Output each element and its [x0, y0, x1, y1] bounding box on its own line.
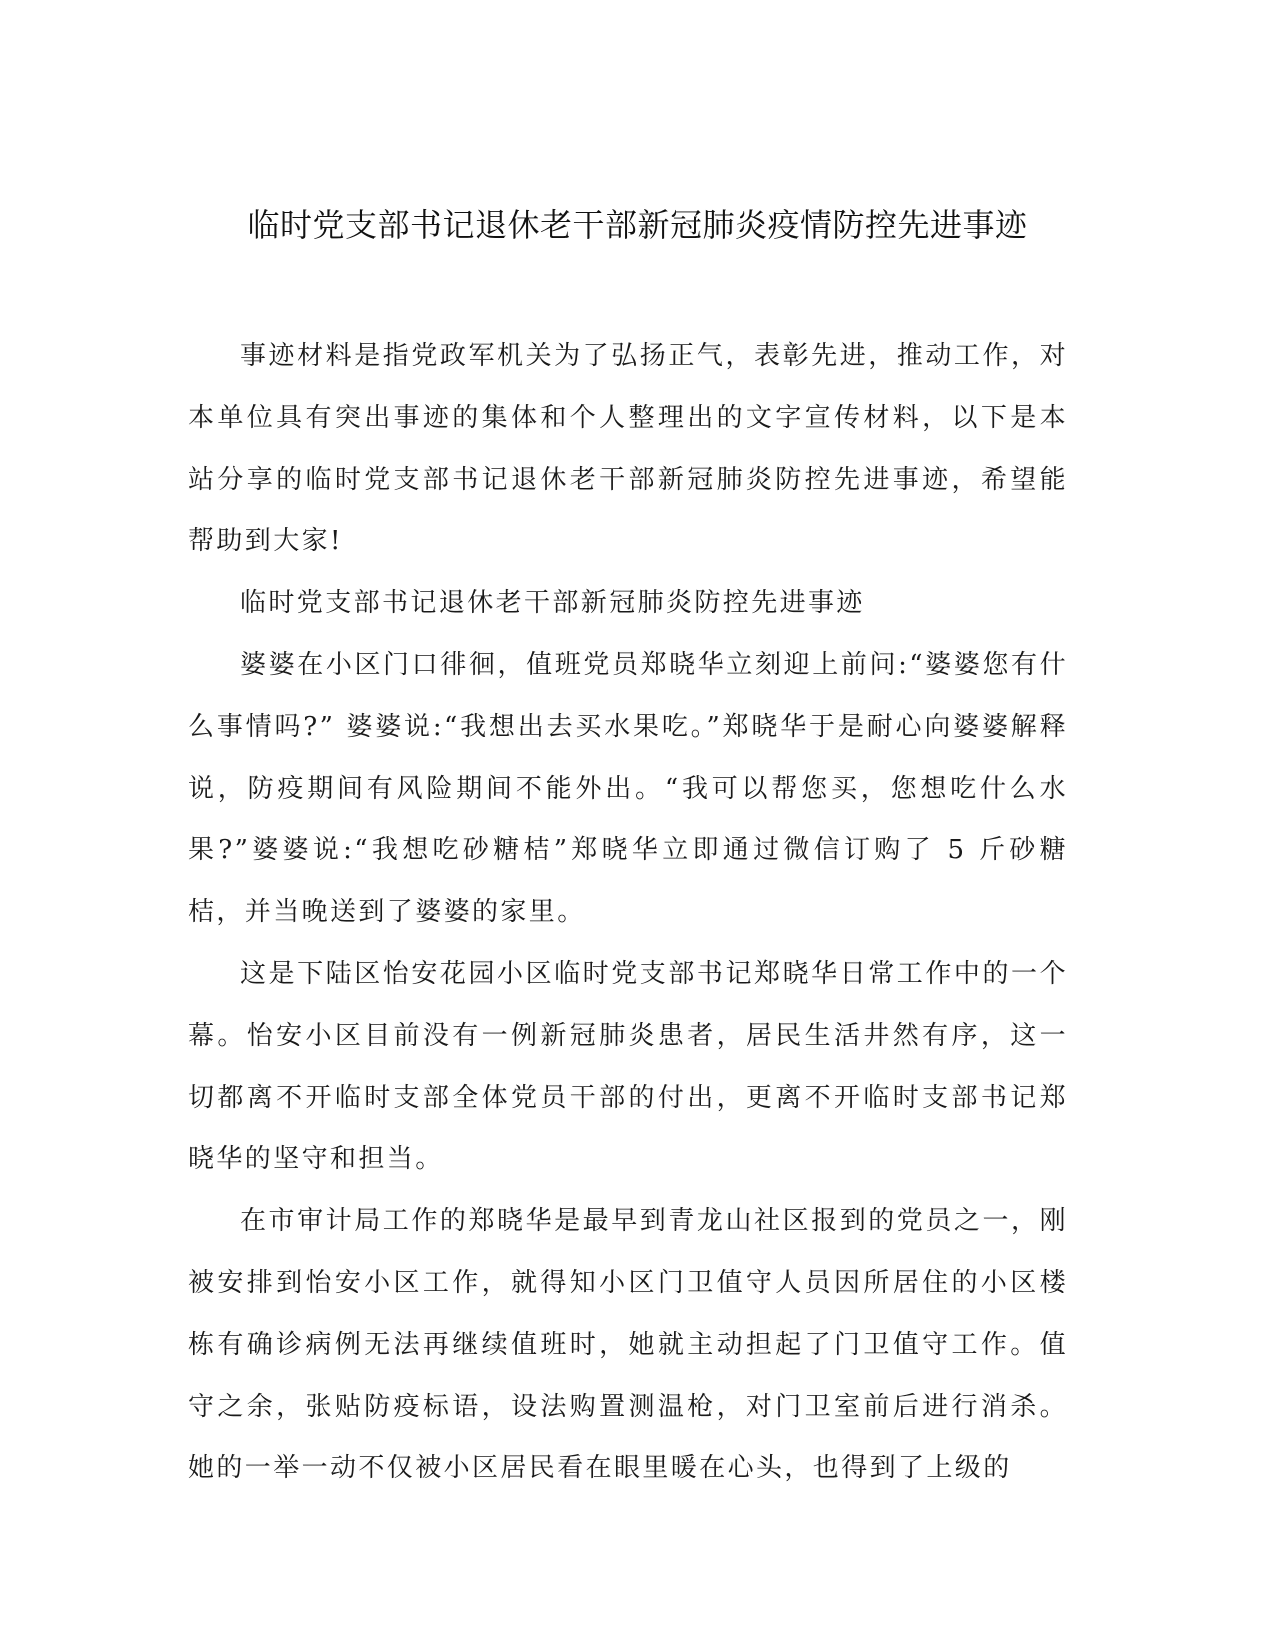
paragraph-intro: 事迹材料是指党政军机关为了弘扬正气，表彰先进，推动工作，对本单位具有突出事迹的集体和个人整理出的文字宣传材料，以下是本站分享的临时党支部书记退休老干部新冠肺炎防控先进事迹，希望能帮助到大家!	[188, 341, 1068, 557]
document-body	[188, 326, 1068, 1500]
paragraph-story: 婆婆在小区门口徘徊，值班党员郑晓华立刻迎上前问:“婆婆您有什么事情吗?” 婆婆说:“我想出去买水果吃。”郑晓华于是耐心向婆婆解释说，防疫期间有风险期间不能外出。“我可以帮您买，您想吃什么水果?”婆婆说:“我想吃砂糖桔”郑晓华立即通过微信订购了 5 斤砂糖桔，并当晚送到了婆婆的家里。	[188, 649, 1068, 928]
paragraph-duty: 在市审计局工作的郑晓华是最早到青龙山社区报到的党员之一，刚被安排到怡安小区工作，就得知小区门卫值守人员因所居住的小区楼栋有确诊病例无法再继续值班时，她就主动担起了门卫值守工作。值守之余，张贴防疫标语，设法购置测温枪，对门卫室前后进行消杀。她的一举一动不仅被小区居民看在眼里暖在心头，也得到了上级的	[188, 1206, 1068, 1484]
paragraph-scene: 这是下陆区怡安花园小区临时党支部书记郑晓华日常工作中的一个幕。怡安小区目前没有一例新冠肺炎患者，居民生活井然有序，这一切都离不开临时支部全体党员干部的付出，更离不开临时支部书记郑晓华的坚守和担当。	[188, 958, 1068, 1175]
document-title: 临时党支部书记退休老干部新冠肺炎疫情防控先进事迹	[247, 206, 1028, 244]
paragraph-subtitle: 临时党支部书记退休老干部新冠肺炎防控先进事迹	[240, 588, 865, 619]
